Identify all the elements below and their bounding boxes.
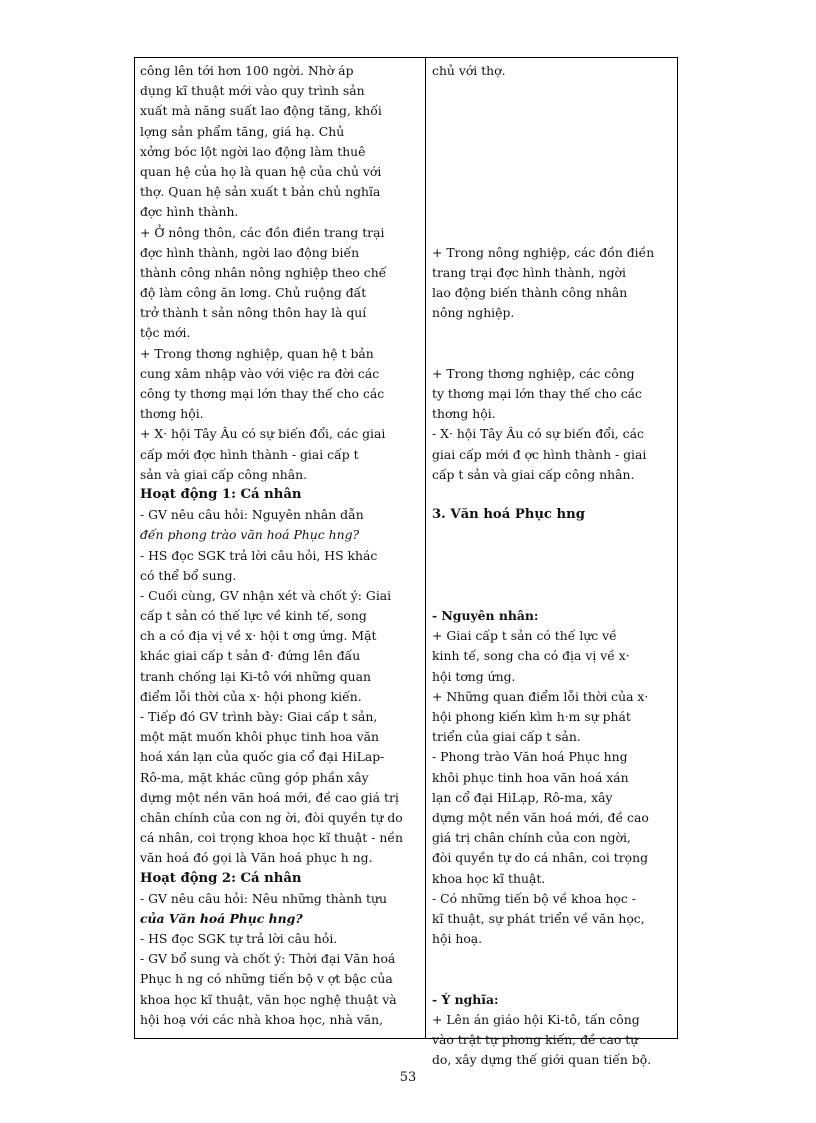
left-line: một mặt muốn khôi phục tinh hoa văn (140, 729, 380, 745)
left-line: - GV nêu câu hỏi: Nêu những thành tựu (140, 890, 387, 906)
left-line: hoá xán lạn của quốc gia cổ đại HiLap- (140, 749, 385, 765)
left-line: - Cuối cùng, GV nhận xét và chốt ý: Giai (140, 587, 392, 603)
right-line: kinh tế, song cha có địa vị về x· (432, 648, 630, 664)
left-line: công lên tới hơn 100 ngời. Nhờ áp (140, 63, 354, 78)
activity-2-heading: Hoạt động 2: Cá nhân (140, 870, 302, 886)
content-table (134, 57, 678, 1068)
left-line: - HS đọc SGK tự trả lời câu hỏi. (140, 931, 338, 947)
teacher-activity-column (135, 58, 426, 1038)
right-line: chủ với thợ. (432, 63, 506, 78)
left-line: văn hoá đó gọi là Văn hoá phục h ng. (140, 850, 373, 866)
right-line: - Phong trào Văn hoá Phục hng (432, 749, 628, 765)
left-line: - GV nêu câu hỏi: Nguyên nhân dẫn (140, 507, 364, 523)
left-line: của Văn hoá Phục hng? (140, 910, 303, 926)
right-line: khoa học kĩ thuật. (432, 870, 546, 886)
left-line: Phục h ng có những tiến bộ v ợt bậc của (140, 971, 393, 987)
right-line: - X· hội Tây Âu có sự biến đổi, các (432, 426, 644, 442)
right-line: do, xây dựng thế giới quan tiến bộ. (432, 1052, 652, 1068)
right-line: kĩ thuật, sự phát triển về văn học, (432, 910, 645, 926)
left-line: cá nhân, coi trọng khoa học kĩ thuật - nền (140, 830, 403, 846)
right-line: hội tơng ứng. (432, 668, 516, 684)
left-line: sản và giai cấp công nhân. (140, 466, 308, 482)
left-line: cấp mới đợc hình thành - giai cấp t (140, 446, 359, 462)
left-line: thơng hội. (140, 406, 204, 422)
left-line: dụng kĩ thuật mới vào quy trình sản (140, 83, 365, 99)
left-line: xởng bóc lột ngời lao động làm thuê (140, 143, 366, 159)
left-line: - HS đọc SGK trả lời câu hỏi, HS khác (140, 547, 378, 563)
left-line: tranh chống lại Ki-tô với những quan (140, 668, 372, 684)
right-line: đòi quyền tự do cá nhân, coi trọng (432, 850, 649, 866)
left-line: hội hoạ với các nhà khoa học, nhà văn, (140, 1011, 384, 1027)
left-line: cung xâm nhập vào với việc ra đời các (140, 365, 380, 381)
section-3-heading: 3. Văn hoá Phục hng (432, 507, 585, 523)
right-line: giai cấp mới đ ợc hình thành - giai (432, 446, 647, 462)
right-line: + Trong nông nghiệp, các đồn điền (432, 244, 655, 260)
right-line: giá trị chân chính của con ngời, (432, 830, 631, 846)
right-line: thơng hội. (432, 406, 496, 422)
right-line: + Giai cấp t sản có thế lực về (432, 628, 617, 644)
left-line: chân chính của con ng ời, đòi quyền tự do (140, 809, 403, 825)
left-line: thành công nhân nông nghiệp theo chế (140, 264, 387, 280)
right-line: cấp t sản và giai cấp công nhân. (432, 466, 635, 482)
right-line: lạn cổ đại HiLạp, Rô-ma, xây (432, 789, 613, 805)
right-line: lao động biến thành công nhân (432, 285, 628, 301)
right-line: triển của giai cấp t sản. (432, 729, 581, 745)
left-line: tộc mới. (140, 325, 191, 341)
left-line: + X· hội Tây Âu có sự biến đổi, các giai (140, 426, 386, 442)
knowledge-column (426, 58, 677, 1068)
right-line: - Có những tiến bộ về khoa học - (432, 890, 636, 906)
left-line: Rô-ma, mặt khác cũng góp phần xây (140, 769, 369, 785)
right-line: ty thơng mại lớn thay thế cho các (432, 386, 642, 401)
right-line: trang trại đợc hình thành, ngời (432, 264, 626, 280)
left-line: khoa học kĩ thuật, văn học nghệ thuật và (140, 991, 397, 1007)
significance-label: - Ý nghĩa: (432, 991, 499, 1007)
right-line: + Trong thơng nghiệp, các công (432, 365, 635, 381)
right-line: nông nghiệp. (432, 305, 515, 321)
right-line: hội phong kiến kìm h·m sự phát (432, 709, 631, 724)
left-line: điểm lỗi thời của x· hội phong kiến. (140, 688, 362, 704)
left-line: + Ở nông thôn, các đồn điền trang trại (140, 224, 385, 240)
left-line: quan hệ của họ là quan hệ của chủ với (140, 163, 382, 179)
right-line: dựng một nền văn hoá mới, đề cao (432, 809, 649, 825)
left-line: dựng một nền văn hoá mới, đề cao giá trị (140, 789, 399, 805)
left-line: lợng sản phẩm tăng, giá hạ. Chủ (140, 123, 345, 139)
left-line: đợc hình thành. (140, 204, 239, 220)
left-line: khác giai cấp t sản đ· đứng lên đấu (140, 648, 361, 664)
left-line: - GV bổ sung và chốt ý: Thời đại Văn hoá (140, 951, 396, 967)
left-line: công ty thơng mại lớn thay thế cho các (140, 386, 385, 401)
right-line: + Những quan điểm lỗi thời của x· (432, 688, 649, 704)
right-line: vào trật tự phong kiến, đề cao tự (432, 1032, 639, 1047)
left-line: trở thành t sản nông thôn hay là quí (140, 305, 367, 321)
left-line: + Trong thơng nghiệp, quan hệ t bản (140, 345, 374, 361)
left-line: thợ. Quan hệ sản xuất t bản chủ nghĩa (140, 184, 381, 200)
left-line: đợc hình thành, ngời lao động biến (140, 244, 360, 260)
left-line: - Tiếp đó GV trình bày: Giai cấp t sản, (140, 709, 378, 724)
activity-1-heading: Hoạt động 1: Cá nhân (140, 486, 302, 502)
right-line: khôi phục tinh hoa văn hoá xán (432, 769, 629, 785)
left-line: ch a có địa vị về x· hội t ơng ứng. Mặt (140, 628, 377, 644)
page-number: 53 (399, 1070, 417, 1085)
left-line: đến phong trào văn hoá Phục hng? (140, 527, 360, 543)
left-line: cấp t sản có thế lực về kinh tế, song (140, 608, 367, 624)
right-line: + Lên án giáo hội Ki-tô, tấn công (432, 1011, 640, 1027)
left-line: xuất mà năng suất lao động tăng, khối (140, 103, 382, 119)
causes-label: - Nguyên nhân: (432, 608, 539, 624)
left-line: độ làm công ăn lơng. Chủ ruộng đất (140, 285, 367, 301)
left-line: có thể bổ sung. (140, 567, 237, 583)
right-line: hội hoạ. (432, 931, 483, 947)
